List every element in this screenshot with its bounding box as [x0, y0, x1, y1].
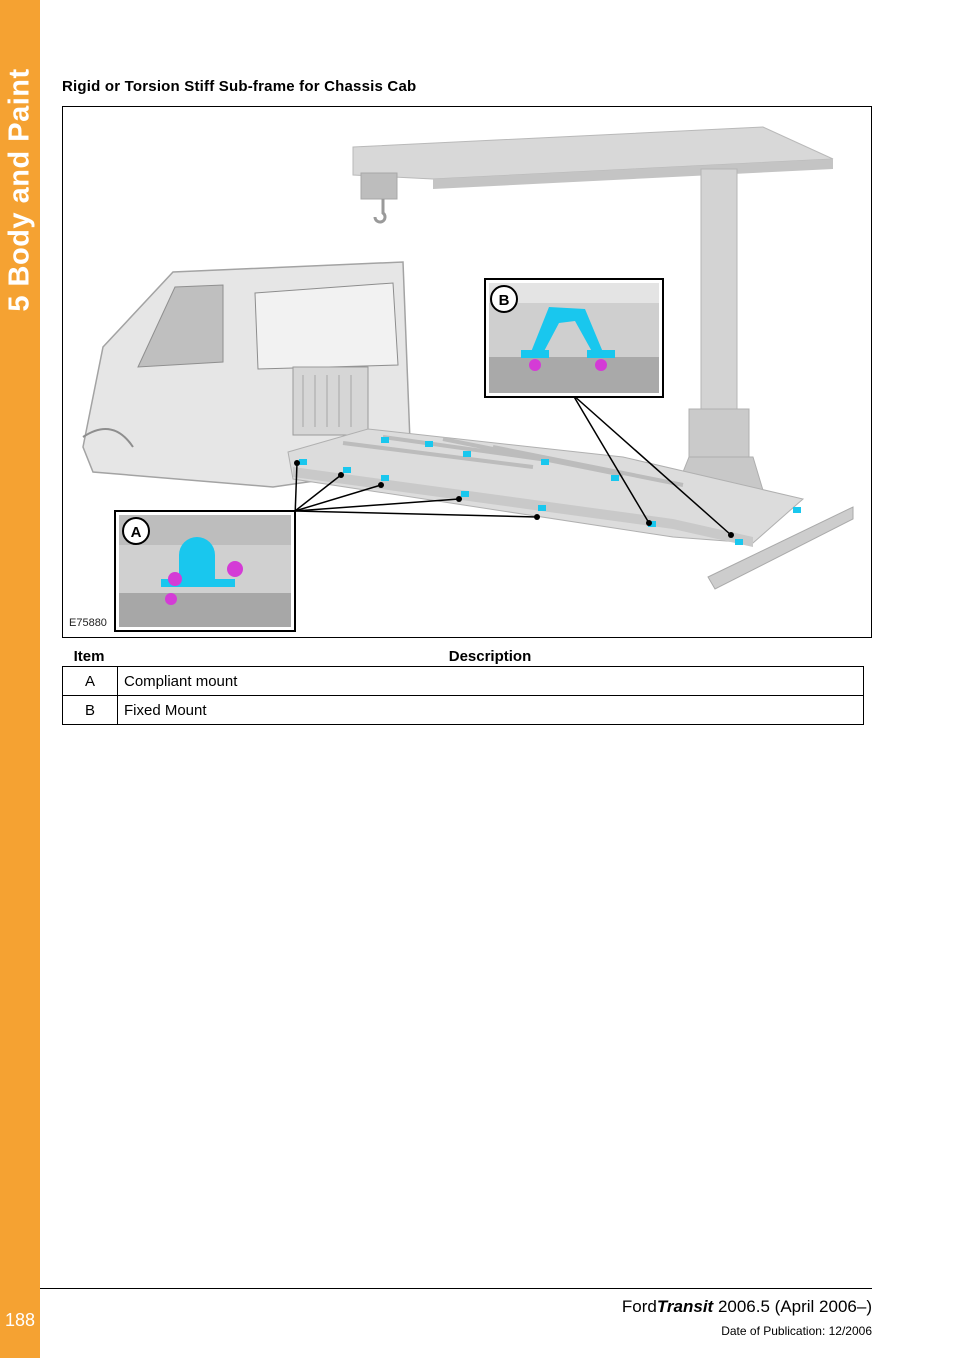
footer-model: Transit	[656, 1297, 714, 1316]
description-cell: Fixed Mount	[118, 696, 864, 725]
table-row	[63, 667, 864, 696]
footer-divider	[40, 1288, 872, 1289]
section-tab-label: 5 Body and Paint	[3, 68, 36, 312]
section-title: Rigid or Torsion Stiff Sub-frame for Chassis Cab	[62, 78, 417, 95]
inset-b	[485, 279, 663, 397]
item-table	[62, 666, 864, 725]
item-column-header: Item	[73, 648, 105, 665]
description-column-header: Description	[448, 648, 532, 665]
table-row	[63, 696, 864, 725]
publication-date: Date of Publication: 12/2006	[721, 1324, 872, 1338]
description-cell: Compliant mount	[118, 667, 864, 696]
page-number: 188	[4, 1310, 36, 1330]
inset-a	[115, 511, 295, 631]
callout-b-label: B	[498, 292, 510, 309]
section-side-tab	[0, 0, 40, 1358]
footer-title	[622, 1297, 872, 1317]
footer-brand: Ford	[621, 1297, 657, 1316]
figure-id: E75880	[69, 617, 107, 629]
callout-a-label: A	[130, 524, 142, 541]
chassis-illustration	[62, 106, 872, 638]
chassis-drawing	[63, 107, 872, 638]
item-cell: A	[63, 667, 118, 696]
footer-edition: 2006.5 (April 2006–)	[713, 1297, 872, 1316]
item-cell: B	[63, 696, 118, 725]
